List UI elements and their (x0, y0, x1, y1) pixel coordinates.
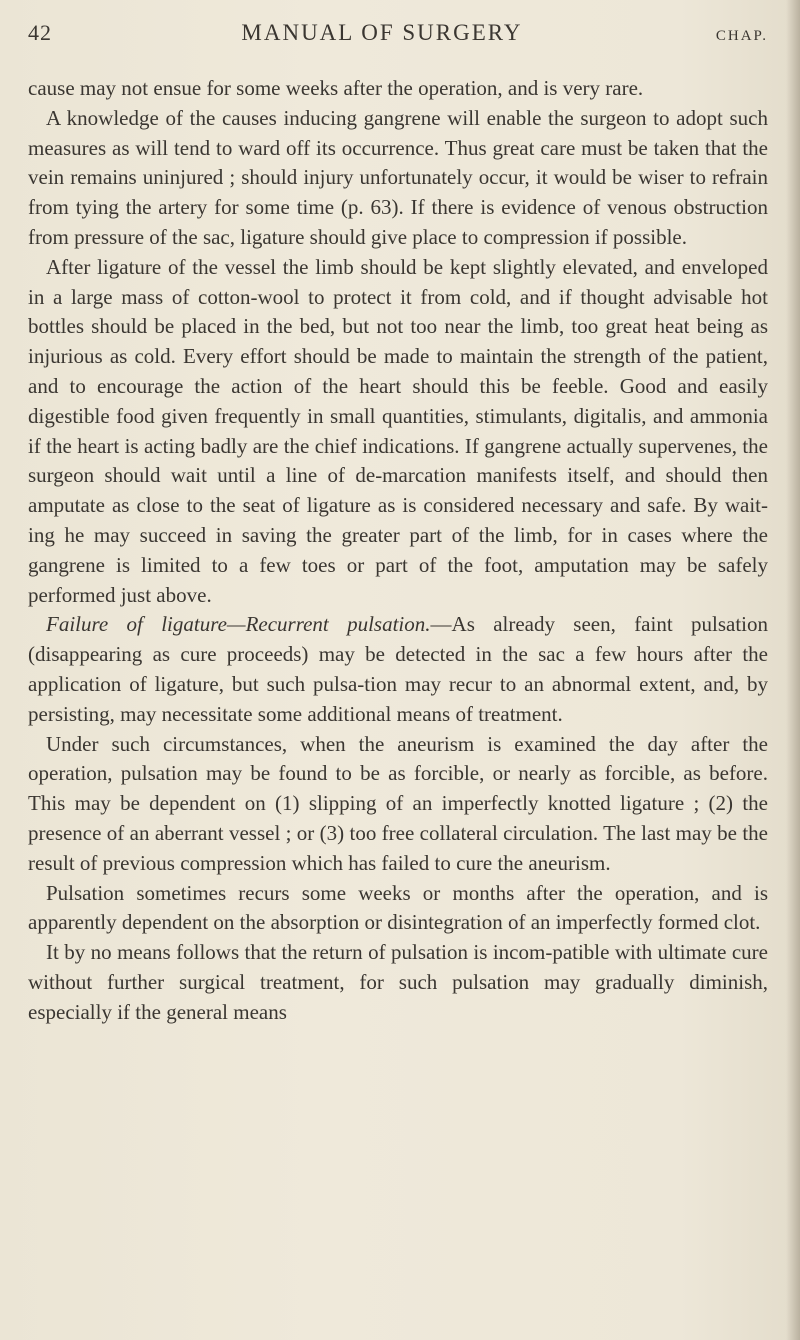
paragraph-5-text: Under such circumstances, when the aneurism is examined the day after the operation, pulsation may be found to be as forcible, or nearly as forcible, as before. This may be dependent on (1) slipping of an imperfectly knotted ligature ; (2) the presence of an aberrant vessel ; or (3) too free collateral circulation. The last may be the result of previous compression which has failed to cure the aneurism. (28, 731, 768, 875)
paragraph-2-text: A knowledge of the causes inducing gangrene will enable the surgeon to adopt such measures as will tend to ward off its occurrence. Thus great care must be taken that the vein remains uninjured ; should injury unfortunately occur, it would be wiser to refrain from tying the artery for some time (p. 63). If there is evidence of venous obstruction from pressure of the sac, ligature should give place to compression if possible. (28, 105, 768, 249)
paragraph-7 (28, 938, 768, 1027)
paragraph-2 (28, 104, 768, 253)
page-edge-shadow (786, 0, 800, 1340)
paragraph-5 (28, 730, 768, 879)
body-text (28, 74, 768, 1028)
paragraph-1-text: cause may not ensue for some weeks after the operation, and is very rare. (28, 76, 644, 100)
book-title: MANUAL OF SURGERY (241, 20, 523, 45)
paragraph-3 (28, 253, 768, 611)
paragraph-4-text: —As already seen, faint pulsation (disappearing as cure proceeds) may be detected in the sac a few hours after the application of ligature, but such pulsa-tion may recur to an abnormal extent, and, by persisting, may necessitate some additional means of treatment. (28, 612, 768, 726)
paragraph-4 (28, 610, 768, 729)
paragraph-1 (28, 74, 768, 104)
paragraph-6 (28, 879, 768, 939)
paragraph-7-text: It by no means follows that the return of pulsation is incom-patible with ultimate cure without further surgical treatment, for such pulsation may gradually diminish, especially if the general means (28, 940, 768, 1024)
page-number: 42 (28, 20, 52, 45)
section-heading: Failure of ligature—Recurrent pulsation. (46, 612, 431, 637)
paragraph-6-text: Pulsation sometimes recurs some weeks or months after the operation, and is apparently dependent on the absorption or disintegration of an imperfectly formed clot. (28, 880, 768, 935)
paragraph-3-text: After ligature of the vessel the limb should be kept slightly elevated, and enveloped in a large mass of cotton-wool to protect it from cold, and if thought advisable hot bottles should be placed in the bed, but not too near the limb, too great heat being as injurious as cold. Every effort should be made to maintain the strength of the patient, and to encourage the action of the heart should this be feeble. Good and easily digestible food given frequently in small quantities, stimulants, digitalis, and ammonia if the heart is acting badly are the chief indications. If gangrene actually supervenes, the surgeon should wait until a line of de-marcation manifests itself, and should then amputate as close to the seat of ligature as is considered necessary and safe. By wait-ing he may succeed in saving the greater part of the limb, for in cases where the gangrene is limited to a few toes or part of the foot, amputation may be safely performed just above. (28, 254, 768, 607)
running-head (28, 20, 768, 60)
chapter-label: CHAP. (715, 28, 768, 44)
